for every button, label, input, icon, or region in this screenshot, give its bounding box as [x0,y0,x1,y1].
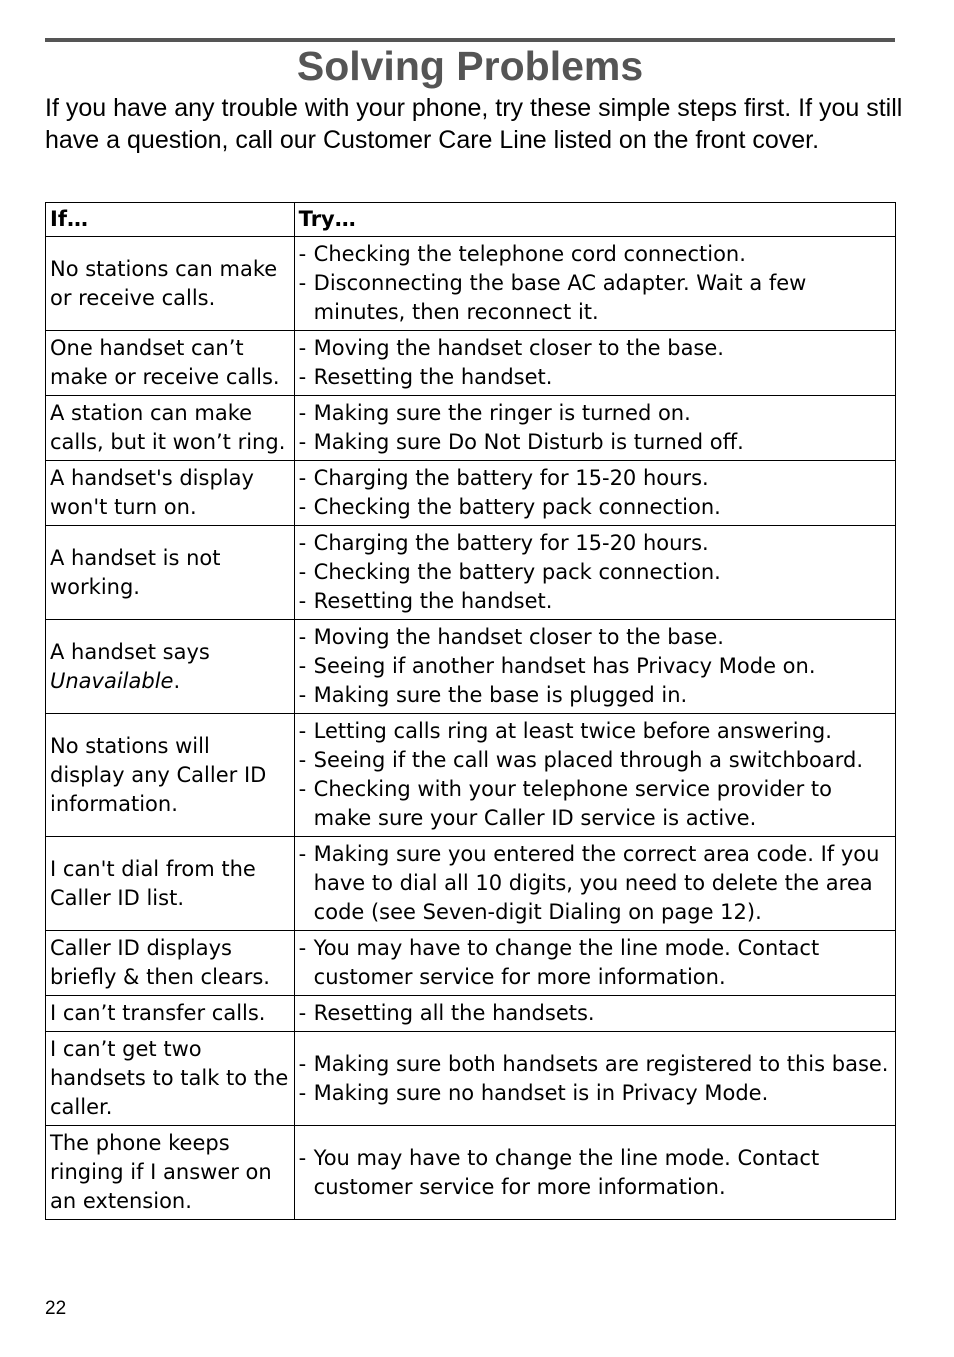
solution-list [299,840,891,927]
solution-list [299,529,891,616]
solution-item: - Making sure you entered the correct area code. If you have to dial all 10 digits, you need to delete the area code (see Seven-digit Dialing on page 12). [299,840,891,927]
problem-cell [46,1126,295,1220]
problem-cell [46,1032,295,1126]
solution-item: - Checking with your telephone service provider to make sure your Caller ID service is active. [299,775,891,833]
solution-item: - You may have to change the line mode. Contact customer service for more information. [299,934,891,992]
solution-item: - Checking the battery pack connection. [299,558,891,587]
problem-text: I can't dial from the Caller ID list. [50,856,256,910]
solution-item: - Making sure both handsets are registered to this base. [299,1050,891,1079]
problem-cell [46,396,295,461]
problem-cell [46,331,295,396]
table-header-row [46,203,896,237]
problem-text: No stations will display any Caller ID information. [50,733,267,816]
table-row [46,331,896,396]
intro-paragraph: If you have any trouble with your phone, try these simple steps first. If you still have a question, call our Customer Care Line listed on the front cover. [45,94,903,154]
solution-list [299,240,891,327]
solution-item: - Seeing if another handset has Privacy Mode on. [299,652,891,681]
problem-cell [46,461,295,526]
problem-text: No stations can make or receive calls. [50,256,278,310]
solution-item: - Making sure no handset is in Privacy Mode. [299,1079,891,1108]
problem-cell [46,526,295,620]
solution-list [299,1144,891,1202]
problem-suffix: . [173,668,181,693]
solution-item: - Letting calls ring at least twice before answering. [299,717,891,746]
solution-list [299,464,891,522]
solution-cell [294,620,895,714]
solution-list [299,934,891,992]
table-row [46,237,896,331]
header-try: Try… [294,203,895,237]
table-row [46,714,896,837]
table-row [46,837,896,931]
problem-text: A handset's display won't turn on. [50,466,254,519]
solution-cell [294,396,895,461]
solution-item: - Resetting all the handsets. [299,999,891,1028]
solution-item: - Disconnecting the base AC adapter. Wait a few minutes, then reconnect it. [299,269,891,327]
solution-cell [294,1032,895,1126]
solution-list [299,399,891,457]
problem-text: A handset says [50,639,210,664]
solution-cell [294,837,895,931]
solution-item: - Checking the battery pack connection. [299,493,891,522]
header-if: If… [46,203,295,237]
solution-item: - Seeing if the call was placed through a switchboard. [299,746,891,775]
problem-text: A handset is not working. [50,545,221,599]
solution-item: - Charging the battery for 15-20 hours. [299,529,891,558]
problem-text: Caller ID displays briefly & then clears. [50,936,270,989]
table-row [46,526,896,620]
solution-list [299,1050,891,1108]
solution-list [299,334,891,392]
problem-emphasis: Unavailable [50,668,174,693]
solution-item: - You may have to change the line mode. Contact customer service for more information. [299,1144,891,1202]
solution-item: - Making sure the base is plugged in. [299,681,891,710]
solution-item: - Making sure the ringer is turned on. [299,399,891,428]
table-row [46,396,896,461]
table-row [46,1032,896,1126]
solution-cell [294,931,895,996]
solution-cell [294,714,895,837]
problem-cell [46,237,295,331]
table-row [46,461,896,526]
page-number: 22 [45,1298,67,1319]
problem-cell [46,931,295,996]
troubleshooting-table [45,202,896,1220]
solution-list [299,623,891,710]
solution-item: - Resetting the handset. [299,363,891,392]
problem-text: I can’t get two handsets to talk to the caller. [50,1037,289,1119]
table-row [46,620,896,714]
problem-cell [46,620,295,714]
problem-text: The phone keeps ringing if I answer on an extension. [50,1131,272,1213]
solution-item: - Resetting the handset. [299,587,891,616]
problem-cell [46,837,295,931]
table-row [46,1126,896,1220]
solution-item: - Making sure Do Not Disturb is turned off. [299,428,891,457]
table-row [46,931,896,996]
solution-item: - Moving the handset closer to the base. [299,334,891,363]
problem-text: One handset can’t make or receive calls. [50,336,280,389]
solution-item: - Charging the battery for 15-20 hours. [299,464,891,493]
problem-text: I can’t transfer calls. [50,1001,266,1025]
solution-item: - Moving the handset closer to the base. [299,623,891,652]
solution-cell [294,526,895,620]
problem-cell [46,714,295,837]
page-title: Solving Problems [296,43,644,89]
solution-list [299,999,891,1028]
solution-cell [294,461,895,526]
solution-cell [294,331,895,396]
table-row [46,996,896,1032]
solution-list [299,717,891,833]
solution-cell [294,1126,895,1220]
solution-cell [294,237,895,331]
problem-text: A station can make calls, but it won’t ring. [50,401,286,454]
solution-item: - Checking the telephone cord connection. [299,240,891,269]
solution-cell [294,996,895,1032]
problem-cell [46,996,295,1032]
